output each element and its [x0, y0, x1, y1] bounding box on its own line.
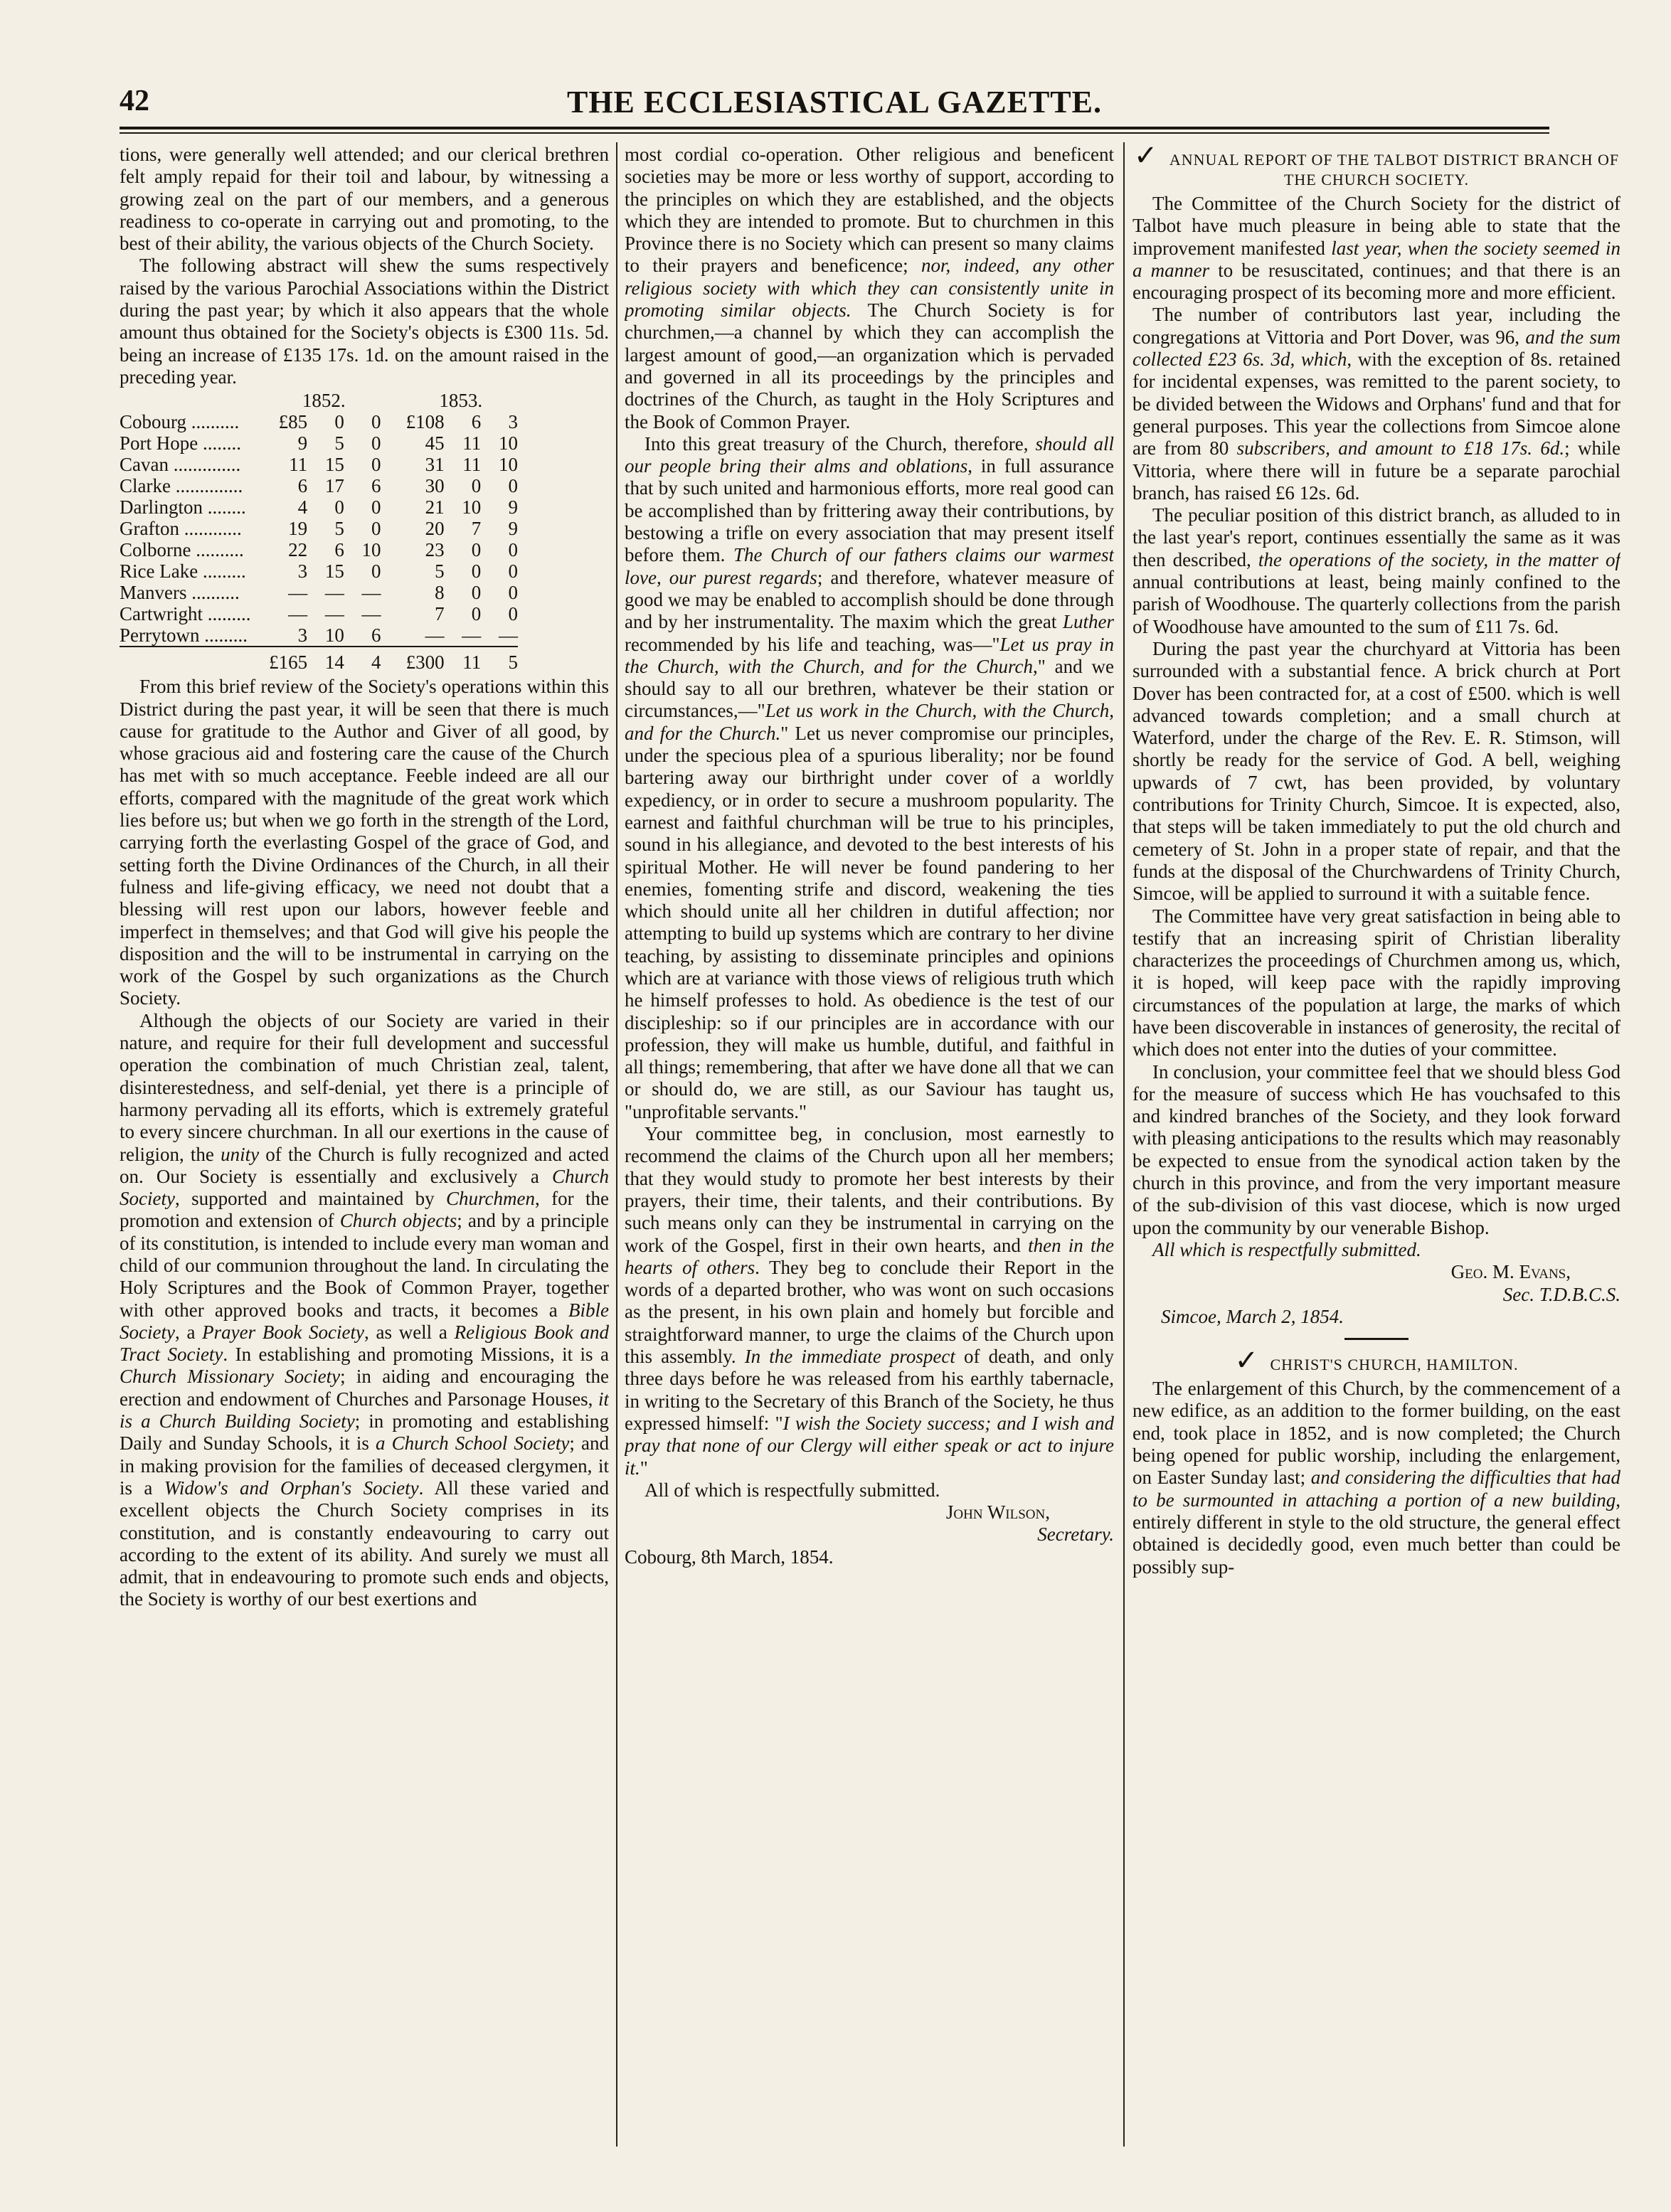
column-2 [625, 144, 1114, 2157]
paragraph: The Committee of the Church Society for the district of Talbot have much pleasure in being able to state that the improvement manifested last year, when the society seemed in a manner to be resuscitated, continues; and that there is an encouraging prospect of its becoming more and more efficient. [1132, 193, 1620, 304]
signer-name: Geo. M. Evans, [1450, 1261, 1571, 1283]
table-row: Clarke .............. 6 17 6 30 0 0 [120, 475, 518, 497]
signature [625, 1501, 1114, 1524]
closing-line: All which is respectfully submitted. [1152, 1238, 1421, 1260]
table-row: Rice Lake ......... 3 15 0 5 0 0 [120, 560, 518, 583]
paragraph: The number of contributors last year, including the congregations at Vittoria and Port Dover, was 96, and the sum collected £23 6s. 3d, which, with the exception of 8s. retained for incidental expenses, was remitted to the parent society, to be divided between the Widows and Orphans' fund and that for general purposes. This year the collections from Simcoe alone are from 80 subscribers, and amount to £18 17s. 6d.; while Vittoria, where there will in future be a separate parochial branch, has raised £6 12s. 6d. [1132, 304, 1620, 504]
parochial-abstract-table [120, 390, 518, 673]
column-1 [120, 144, 609, 2157]
paragraph: most cordial co-operation. Other religious and beneficent societies may be more or less worthy of support, according to the principles on which they are established, and the objects which they are intended to promote. But to churchmen in this Province there is no Society which can present so many claims to their prayers and beneficence; nor, indeed, any other religious society with which they can consistently unite in promoting similar objects. The Church Society is for churchmen,—a channel by which they can accomplish the largest amount of good,—an organization which is pervaded and governed in all its proceedings by the principles and doctrines of the Church, as taught in the Holy Scriptures and the Book of Common Prayer. [625, 144, 1114, 432]
paragraph: The following abstract will shew the sums respectively raised by the various Parochial Associations within the District during the past year; by which it also appears that the whole amount thus obtained for the Society's objects is £300 11s. 5d. being an increase of £135 17s. 1d. on the amount raised in the preceding year. [120, 255, 609, 388]
paragraph: Although the objects of our Society are varied in their nature, and require for their full development and successful operation the combination of much Christian zeal, talent, disinterestedness, and self-denial, yet there is a principle of harmony pervading all its efforts, which is extremely grateful to every sincere churchman. In all our exertions in the cause of religion, the unity of the Church is fully recognized and acted on. Our Society is essentially and exclusively a Church Society, supported and maintained by Churchmen, for the promotion and extension of Church objects; and by a principle of its constitution, is intended to include every man woman and child of our communion throughout the land. In circulating the Holy Scriptures and the Book of Common Prayer, together with other approved books and tracts, it becomes a Bible Society, a Prayer Book Society, as well a Religious Book and Tract Society. In establishing and promoting Missions, it is a Church Missionary Society; in aiding and encouraging the erection and endowment of Churches and Parsonage Houses, it is a Church Building Society; in promoting and establishing Daily and Sunday Schools, it is a Church School Society; and in making provision for the families of deceased clergymen, it is a Widow's and Orphan's Society. All these varied and excellent objects the Church Society comprises in its constitution, and is constantly endeavouring to carry out according to the extent of its ability. And surely we must all admit, that in endeavouring to promote such ends and objects, the Society is worthy of our best exertions and [120, 1009, 609, 1610]
table-row: Perrytown ......... 3 10 6 — — — [120, 624, 518, 647]
section-heading-talbot: ✓ ANNUAL REPORT OF THE TALBOT DISTRICT BRANCH OF THE CHURCH SOCIETY. [1133, 144, 1620, 188]
paragraph: From this brief review of the Society's operations within this District during the past year, it will be seen that there is much cause for gratitude to the Author and Giver of all good, by whose gracious aid and fostering care the cause of the Church has met with so much acceptance. Feeble indeed are all our efforts, compared with the magnitude of the great work which lies before us; but when we go forth in the strength of the Lord, carrying forth the everlasting Gospel of the grace of God, and setting forth the Divine Ordinances of the Church, in all their fulness and life-giving efficacy, we need not doubt that a blessing will rest upon our labors, however feeble and imperfect in themselves; and that God will give his people the disposition and the will to be instrumental in carrying on the work of the Gospel by such organizations as the Church Society. [120, 676, 609, 1009]
table-header-row [120, 390, 518, 411]
paragraph: During the past year the churchyard at Vittoria has been surrounded with a substantial fence. A brick church at Port Dover has been contracted for, at a cost of £500. which is well advanced towards completion; and a small church at Waterford, under the charge of the Rev. E. R. Stimson, will shortly be ready for the service of God. A bell, weighing upwards of 7 cwt, has been provided, by voluntary contributions for Trinity Church, Simcoe. It is expected, also, that steps will be taken immediately to put the old church and cemetery of St. John in a proper state of repair, and that the funds at the disposal of the Churchwardens of Trinity Church, Simcoe, will be applied to surround it with a suitable fence. [1132, 637, 1620, 905]
table-total-row: £165 14 4 £300 11 5 [120, 647, 518, 673]
header-rule-thick [120, 127, 1549, 129]
signer-name: John Wilson, [945, 1501, 1050, 1524]
signature [1132, 1261, 1620, 1283]
column-divider-1 [616, 142, 617, 2147]
year-1852-header: 1852. [302, 390, 346, 412]
table-row: Cartwright ......... — — — 7 0 0 [120, 603, 518, 625]
page-number: 42 [120, 85, 149, 117]
table-row: Cobourg .......... £85 0 0 £108 6 3 [120, 411, 518, 433]
section-heading-hamilton: ✓ CHRIST'S CHURCH, HAMILTON. [1234, 1344, 1519, 1378]
closing-line: All of which is respectfully submitted. [644, 1479, 940, 1501]
table-row: Manvers .......... — — — 8 0 0 [120, 582, 518, 604]
paragraph: The enlargement of this Church, by the commencement of a new edifice, as an addition to the former building, on the east end, took place in 1852, and is now completed; the Church being opened for public worship, including the enlargement, on Easter Sunday last; and considering the difficulties that had to be surmounted in attaching a portion of a new building, entirely different in style to the old structure, the general effect obtained is decidedly good, even much better than could be possibly sup- [1132, 1378, 1620, 1578]
gazette-title: THE ECCLESIASTICAL GAZETTE. [566, 85, 1103, 119]
masthead [120, 84, 1549, 119]
table-row: Grafton ............ 19 5 0 20 7 9 [120, 518, 518, 540]
table-row: Colborne .......... 22 6 10 23 0 0 [120, 539, 518, 561]
paragraph: In conclusion, your committee feel that we should bless God for the measure of success which He has vouchsafed to this and kindred branches of the Society, and they look forward with pleasing anticipations to the results which may reasonably be expected to ensue from the synodical action taken by the church in this province, and from the very important measure of the sub-division of this vast diocese, which is now urged upon the community by our venerable Bishop. [1132, 1060, 1620, 1238]
place-date: Cobourg, 8th March, 1854. [625, 1546, 834, 1568]
column-divider-2 [1123, 142, 1125, 2147]
header-rule-thin [120, 132, 1549, 134]
paragraph: Your committee beg, in conclusion, most earnestly to recommend the claims of the Church upon all her members; that they would study to promote her best interests by their prayers, their time, their talents, and their contributions. By such means only can they be instrumental in carrying on the work of the Gospel, first in their own hearts, and then in the hearts of others. They beg to conclude their Report in the words of a departed brother, who was wont on such occasions as the present, in his own plain and homely but forcible and straightforward manner, to urge the claims of the Church upon this assembly. In the immediate prospect of death, and only three days before he was released from his earthly tabernacle, in writing to the Secretary of this Branch of the Society, he thus expressed himself: "I wish the Society success; and I wish and pray that none of our Clergy will either speak or act to injure it." [625, 1123, 1114, 1479]
year-1853-header: 1853. [439, 390, 483, 412]
place-date: Simcoe, March 2, 1854. [1161, 1305, 1344, 1327]
table-row: Cavan .............. 11 15 0 31 11 10 [120, 454, 518, 476]
checkmark-icon: ✓ [1234, 1344, 1259, 1378]
paragraph: The Committee have very great satisfaction in being able to testify that an increasing spirit of Christian liberality characterizes the proceedings of Churchmen among us, which, it is hoped, will keep pace with the rapidly improving circumstances of the population at large, the marks of which have been discoverable in instances of generosity, the recital of which does not enter into the duties of your committee. [1132, 905, 1620, 1060]
signer-title: Secretary. [1037, 1524, 1114, 1546]
table-row: Darlington ........ 4 0 0 21 10 9 [120, 496, 518, 519]
checkmark-icon: ✓ [1133, 144, 1159, 172]
section-divider [1344, 1338, 1409, 1340]
table-row: Port Hope ........ 9 5 0 45 11 10 [120, 432, 518, 454]
signer-title: Sec. T.D.B.C.S. [1502, 1283, 1620, 1305]
paragraph: The peculiar position of this district branch, as alluded to in the last year's report, continues essentially the same as it was then described, the operations of the society, in the matter of annual contributions at least, being mainly confined to the parish of Woodhouse. The quarterly collections from the parish of Woodhouse have amounted to the sum of £11 7s. 6d. [1132, 504, 1620, 637]
column-3 [1132, 144, 1620, 2157]
paragraph: tions, were generally well attended; and our clerical brethren felt amply repaid for their toil and labour, by witnessing a growing zeal on the part of our members, and a generous readiness to co-operate in carrying out and promoting, to the best of their ability, the various objects of the Church Society. [120, 144, 609, 255]
paragraph: Into this great treasury of the Church, therefore, should all our people bring their alms and oblations, in full assurance that by such united and harmonious efforts, more real good can be accomplished than by frittering away their contributions, by bestowing a trifle on every association that may present itself before them. The Church of our fathers claims our warmest love, our purest regards; and therefore, whatever measure of good we may be enabled to accomplish should be done through and by her instrumentality. The maxim which the great Luther recommended by his life and teaching, was—"Let us pray in the Church, with the Church, and for the Church," and we should say to all our brethren, whatever be their station or circumstances,—"Let us work in the Church, with the Church, and for the Church." Let us never compromise our principles, under the specious plea of a spurious liberality; nor be found bartering away our birthright under cover of a worldly expediency, or in order to secure a mushroom popularity. The earnest and faithful churchman will be true to his principles, sound in his allegiance, and devoted to the best interests of his spiritual Mother. He will never be found pandering to her enemies, fomenting strife and discord, weakening the ties which should unite all her children in dutiful affection; nor attempting to build up systems which are contrary to her divine teaching, by assisting to disseminate principles and opinions which are at variance with those views of religious truth which he himself professes to hold. As obedience is the test of our discipleship: so if our principles are in accordance with our profession, they will make us humble, dutiful, and faithful in all things; remembering, that after we have done all that we can or should do, we are still, as our Saviour has taught us, "unprofitable servants." [625, 432, 1114, 1122]
